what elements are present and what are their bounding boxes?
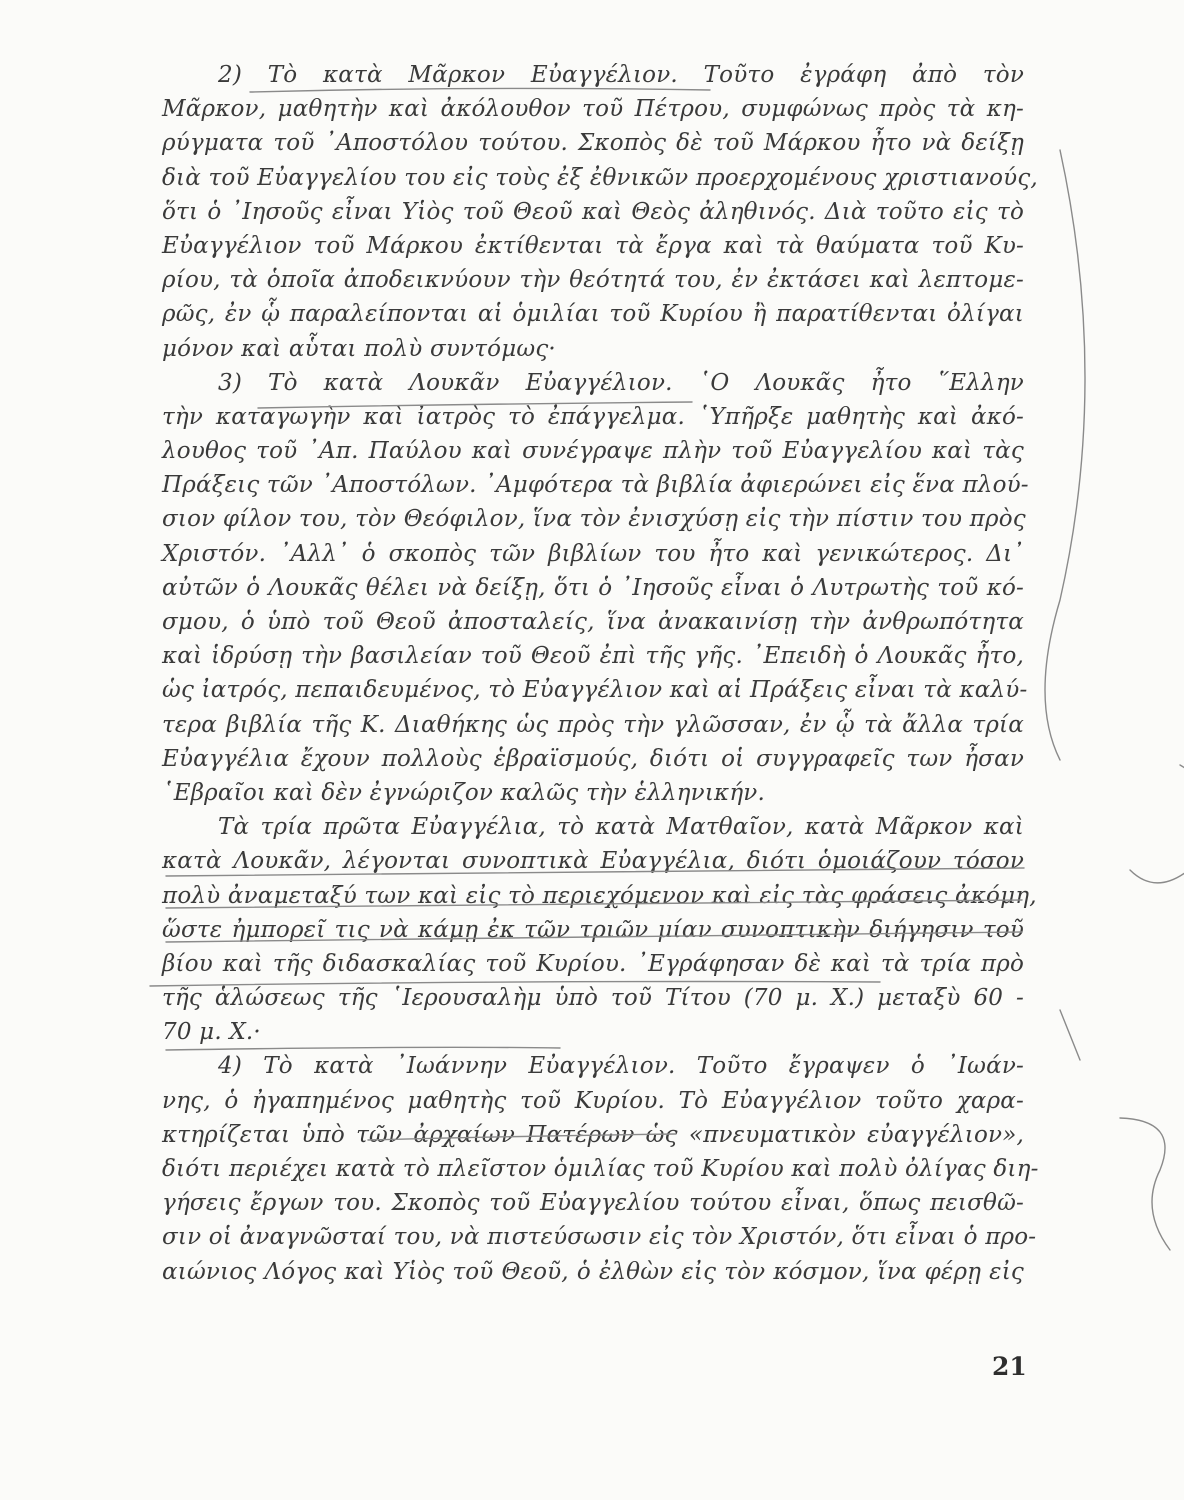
text-line: ὥστε ἠμπορεῖ τις νὰ κάμῃ ἐκ τῶν τριῶν μίαν συνοπτικὴν διήγησιν τοῦ <box>162 916 1024 943</box>
text-line: τῆς ἁλώσεως τῆς ῾Ιερουσαλὴμ ὑπὸ τοῦ Τίτου (70 μ. Χ.) μεταξὺ 60 - <box>162 985 1024 1012</box>
text-line: καὶ ἱδρύσῃ τὴν βασιλείαν τοῦ Θεοῦ ἐπὶ τῆς γῆς. ᾿Επειδὴ ὁ Λουκᾶς ἦτο, <box>162 643 1024 670</box>
text-line: αὐτῶν ὁ Λουκᾶς θέλει νὰ δείξῃ, ὅτι ὁ ᾿Ιησοῦς εἶναι ὁ Λυτρωτὴς τοῦ κό- <box>162 574 1024 601</box>
text-line: σιον φίλον του, τὸν Θεόφιλον, ἵνα τὸν ἐνισχύσῃ εἰς τὴν πίστιν του πρὸς <box>162 506 1026 533</box>
text-line: Εὐαγγέλια ἔχουν πολλοὺς ἑβραϊσμούς, διότι οἱ συγγραφεῖς των ἦσαν <box>162 745 1024 772</box>
text-line: ρῶς, ἐν ᾧ παραλείπονται αἱ ὁμιλίαι τοῦ Κυρίου ἢ παρατίθενται ὀλίγαι <box>162 301 1024 328</box>
text-line: μόνον καὶ αὗται πολὺ συντόμως· <box>162 335 556 362</box>
text-line: Μᾶρκον, μαθητὴν καὶ ἀκόλουθον τοῦ Πέτρου, συμφώνως πρὸς τὰ κη- <box>162 96 1024 123</box>
text-line: πολὺ ἀναμεταξύ των καὶ εἰς τὸ περιεχόμενον καὶ εἰς τὰς φράσεις ἀκόμη, <box>162 882 1037 909</box>
text-block <box>162 58 1039 1289</box>
text-line: λουθος τοῦ ᾿Απ. Παύλου καὶ συνέγραψε πλὴν τοῦ Εὐαγγελίου καὶ τὰς <box>162 438 1024 465</box>
text-line: ρύγματα τοῦ ᾿Αποστόλου τούτου. Σκοπὸς δὲ τοῦ Μάρκου ἦτο νὰ δείξῃ <box>162 130 1024 157</box>
text-line: γήσεις ἔργων του. Σκοπὸς τοῦ Εὐαγγελίου τούτου εἶναι, ὅπως πεισθῶ- <box>162 1190 1024 1217</box>
text-line: κτηρίζεται ὑπὸ τῶν ἀρχαίων Πατέρων ὡς «πνευματικὸν εὐαγγέλιον», <box>162 1121 1024 1148</box>
text-line: νης, ὁ ἠγαπημένος μαθητὴς τοῦ Κυρίου. Τὸ Εὐαγγέλιον τοῦτο χαρα- <box>162 1087 1024 1114</box>
text-line: σιν οἱ ἀναγνῶσταί του, νὰ πιστεύσωσιν εἰς τὸν Χριστόν, ὅτι εἶναι ὁ προ- <box>162 1224 1037 1251</box>
text-line: 3) Τὸ κατὰ Λουκᾶν Εὐαγγέλιον. ῾Ο Λουκᾶς ἦτο ῞Ελλην <box>218 369 1024 396</box>
text-line: τὴν καταγωγὴν καὶ ἰατρὸς τὸ ἐπάγγελμα. ῾Υπῆρξε μαθητὴς καὶ ἀκό- <box>162 403 1024 430</box>
text-line: ὅτι ὁ ᾿Ιησοῦς εἶναι Υἱὸς τοῦ Θεοῦ καὶ Θεὸς ἀληθινός. Διὰ τοῦτο εἰς τὸ <box>162 198 1024 225</box>
text-line: διὰ τοῦ Εὐαγγελίου του εἰς τοὺς ἐξ ἐθνικῶν προερχομένους χριστιανούς, <box>162 164 1038 191</box>
text-line: 2) Τὸ κατὰ Μᾶρκον Εὐαγγέλιον. Τοῦτο ἐγράφη ἀπὸ τὸν <box>218 62 1024 88</box>
text-line: ρίου, τὰ ὁποῖα ἀποδεικνύουν τὴν θεότητά του, ἐν ἐκτάσει καὶ λεπτομε- <box>162 267 1024 294</box>
text-line: 70 μ. Χ.· <box>162 1019 261 1046</box>
text-line: ὡς ἰατρός, πεπαιδευμένος, τὸ Εὐαγγέλιον καὶ αἱ Πράξεις εἶναι τὰ καλύ- <box>162 677 1028 704</box>
text-line: αιώνιος Λόγος καὶ Υἱὸς τοῦ Θεοῦ, ὁ ἐλθὼν εἰς τὸν κόσμον, ἵνα φέρῃ εἰς <box>162 1258 1024 1285</box>
margin-bracket-mark <box>1045 150 1085 760</box>
text-line: Τὰ τρία πρῶτα Εὐαγγέλια, τὸ κατὰ Ματθαῖον, κατὰ Μᾶρκον καὶ <box>218 814 1024 841</box>
text-line: Χριστόν. ᾿Αλλ᾿ ὁ σκοπὸς τῶν βιβλίων του ἦτο καὶ γενικώτερος. Δι᾿ <box>162 540 1024 567</box>
text-line: 4) Τὸ κατὰ ᾿Ιωάννην Εὐαγγέλιον. Τοῦτο ἔγραψεν ὁ ᾿Ιωάν- <box>218 1053 1024 1080</box>
page-number: 21 <box>992 1352 1027 1381</box>
text-line: κατὰ Λουκᾶν, λέγονται συνοπτικὰ Εὐαγγέλια, διότι ὁμοιάζουν τόσον <box>162 848 1024 875</box>
text-line: βίου καὶ τῆς διδασκαλίας τοῦ Κυρίου. ᾿Εγράφησαν δὲ καὶ τὰ τρία πρὸ <box>162 950 1024 977</box>
text-line: Εὐαγγέλιον τοῦ Μάρκου ἐκτίθενται τὰ ἔργα καὶ τὰ θαύματα τοῦ Κυ- <box>162 232 1024 259</box>
text-line: σμου, ὁ ὑπὸ τοῦ Θεοῦ ἀποσταλείς, ἵνα ἀνακαινίσῃ τὴν ἀνθρωπότητα <box>162 609 1024 635</box>
margin-squiggle-mark <box>1130 765 1184 883</box>
text-line: Πράξεις τῶν ᾿Αποστόλων. ᾿Αμφότερα τὰ βιβλία ἀφιερώνει εἰς ἕνα πλού- <box>162 472 1029 499</box>
margin-stroke-mark <box>1060 1010 1080 1060</box>
text-line: τερα βιβλία τῆς Κ. Διαθήκης ὡς πρὸς τὴν γλῶσσαν, ἐν ᾧ τὰ ἄλλα τρία <box>162 711 1024 738</box>
margin-squiggle-mark <box>1120 1118 1170 1250</box>
text-line: διότι περιέχει κατὰ τὸ πλεῖστον ὁμιλίας τοῦ Κυρίου καὶ πολὺ ὀλίγας διη- <box>162 1156 1039 1182</box>
text-line: ῾Εβραῖοι καὶ δὲν ἐγνώριζον καλῶς τὴν ἑλληνικήν. <box>162 779 765 806</box>
